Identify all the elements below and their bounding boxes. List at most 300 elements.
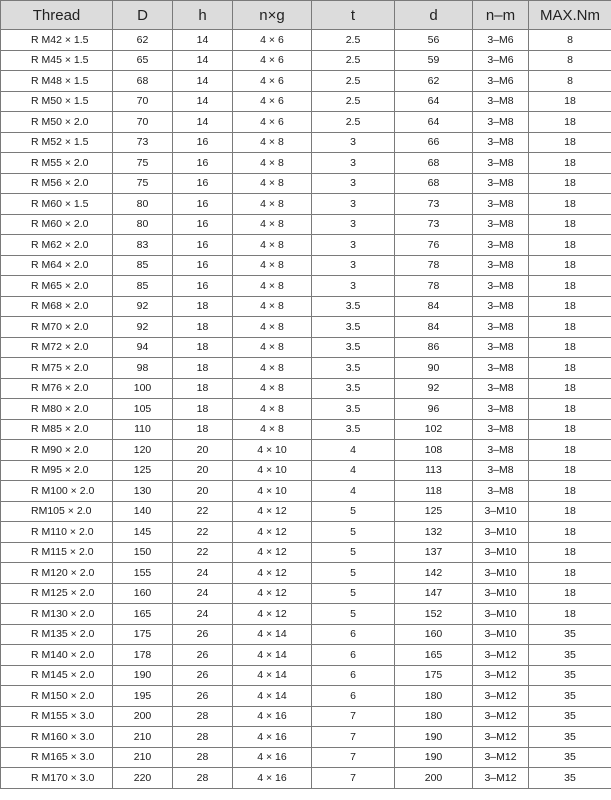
cell-n-m: 3–M10 [473,501,529,522]
table-row [1,91,611,112]
cell-nxg: 4 × 16 [233,706,312,727]
cell-t: 5 [312,501,395,522]
cell-d-inner: 137 [395,542,473,563]
cell-thread: R M165 × 3.0 [1,747,113,768]
cell-d-outer: 210 [113,747,173,768]
cell-h: 14 [173,30,233,51]
table-row [1,296,611,317]
cell-t: 3 [312,132,395,153]
cell-max-nm: 18 [529,132,611,153]
cell-n-m: 3–M12 [473,665,529,686]
cell-n-m: 3–M10 [473,563,529,584]
cell-d-outer: 65 [113,50,173,71]
cell-thread: R M55 × 2.0 [1,153,113,174]
cell-h: 14 [173,71,233,92]
cell-t: 3.5 [312,399,395,420]
table-row [1,255,611,276]
cell-d-outer: 100 [113,378,173,399]
table-row [1,50,611,71]
cell-h: 18 [173,358,233,379]
cell-thread: R M50 × 2.0 [1,112,113,133]
cell-max-nm: 18 [529,255,611,276]
cell-d-inner: 113 [395,460,473,481]
cell-max-nm: 35 [529,624,611,645]
cell-d-outer: 130 [113,481,173,502]
cell-nxg: 4 × 12 [233,501,312,522]
cell-n-m: 3–M6 [473,30,529,51]
cell-thread: R M76 × 2.0 [1,378,113,399]
cell-nxg: 4 × 6 [233,71,312,92]
cell-thread: R M52 × 1.5 [1,132,113,153]
cell-d-outer: 83 [113,235,173,256]
cell-h: 24 [173,563,233,584]
cell-d-inner: 96 [395,399,473,420]
cell-max-nm: 18 [529,542,611,563]
cell-thread: R M60 × 1.5 [1,194,113,215]
table-row [1,153,611,174]
cell-h: 16 [173,153,233,174]
header-h: h [173,1,233,30]
cell-t: 7 [312,768,395,789]
cell-t: 3 [312,194,395,215]
cell-max-nm: 18 [529,399,611,420]
cell-d-outer: 73 [113,132,173,153]
cell-max-nm: 18 [529,419,611,440]
cell-d-outer: 195 [113,686,173,707]
cell-t: 2.5 [312,112,395,133]
cell-thread: R M80 × 2.0 [1,399,113,420]
cell-d-inner: 64 [395,112,473,133]
cell-d-inner: 200 [395,768,473,789]
cell-t: 4 [312,460,395,481]
cell-d-inner: 68 [395,173,473,194]
cell-d-inner: 78 [395,276,473,297]
cell-d-inner: 165 [395,645,473,666]
cell-max-nm: 18 [529,522,611,543]
cell-nxg: 4 × 16 [233,768,312,789]
table-body [1,30,611,789]
cell-d-inner: 108 [395,440,473,461]
cell-thread: R M72 × 2.0 [1,337,113,358]
cell-t: 3.5 [312,358,395,379]
cell-d-inner: 180 [395,686,473,707]
table-row [1,727,611,748]
cell-max-nm: 18 [529,235,611,256]
cell-nxg: 4 × 8 [233,399,312,420]
cell-d-inner: 180 [395,706,473,727]
cell-d-inner: 160 [395,624,473,645]
cell-max-nm: 18 [529,583,611,604]
cell-n-m: 3–M12 [473,768,529,789]
header-t: t [312,1,395,30]
cell-h: 26 [173,645,233,666]
cell-t: 3.5 [312,419,395,440]
table-row [1,358,611,379]
cell-thread: R M45 × 1.5 [1,50,113,71]
table-row [1,440,611,461]
cell-n-m: 3–M8 [473,378,529,399]
cell-d-inner: 84 [395,296,473,317]
cell-n-m: 3–M8 [473,419,529,440]
cell-t: 6 [312,624,395,645]
cell-nxg: 4 × 8 [233,358,312,379]
cell-d-inner: 78 [395,255,473,276]
table-row [1,583,611,604]
cell-d-outer: 178 [113,645,173,666]
cell-n-m: 3–M8 [473,255,529,276]
cell-t: 3 [312,153,395,174]
table-row [1,235,611,256]
table-row [1,768,611,789]
cell-d-outer: 70 [113,91,173,112]
cell-d-inner: 56 [395,30,473,51]
table-row [1,460,611,481]
cell-max-nm: 18 [529,501,611,522]
table-row [1,71,611,92]
cell-nxg: 4 × 8 [233,296,312,317]
cell-thread: R M100 × 2.0 [1,481,113,502]
cell-t: 3 [312,276,395,297]
cell-nxg: 4 × 12 [233,583,312,604]
cell-t: 2.5 [312,91,395,112]
table-row [1,194,611,215]
cell-n-m: 3–M8 [473,337,529,358]
cell-n-m: 3–M8 [473,440,529,461]
cell-thread: R M125 × 2.0 [1,583,113,604]
cell-h: 18 [173,419,233,440]
cell-max-nm: 18 [529,317,611,338]
cell-thread: R M50 × 1.5 [1,91,113,112]
cell-max-nm: 35 [529,727,611,748]
cell-h: 16 [173,173,233,194]
header-max-nm: MAX.Nm [529,1,611,30]
table-row [1,624,611,645]
cell-nxg: 4 × 8 [233,255,312,276]
cell-d-outer: 190 [113,665,173,686]
cell-d-outer: 125 [113,460,173,481]
cell-max-nm: 18 [529,112,611,133]
cell-t: 5 [312,542,395,563]
table-row [1,30,611,51]
cell-thread: R M110 × 2.0 [1,522,113,543]
cell-t: 3.5 [312,317,395,338]
cell-thread: R M120 × 2.0 [1,563,113,584]
cell-thread: R M85 × 2.0 [1,419,113,440]
cell-max-nm: 35 [529,747,611,768]
header-n-m: n–m [473,1,529,30]
cell-h: 26 [173,624,233,645]
cell-n-m: 3–M6 [473,71,529,92]
cell-max-nm: 35 [529,768,611,789]
cell-h: 20 [173,440,233,461]
cell-t: 5 [312,583,395,604]
cell-n-m: 3–M8 [473,91,529,112]
cell-nxg: 4 × 12 [233,563,312,584]
cell-t: 6 [312,645,395,666]
cell-n-m: 3–M8 [473,317,529,338]
cell-d-outer: 145 [113,522,173,543]
cell-d-inner: 142 [395,563,473,584]
cell-h: 26 [173,686,233,707]
cell-h: 28 [173,727,233,748]
cell-d-inner: 68 [395,153,473,174]
cell-d-outer: 92 [113,296,173,317]
table-row [1,112,611,133]
cell-nxg: 4 × 8 [233,419,312,440]
cell-t: 2.5 [312,71,395,92]
cell-thread: R M90 × 2.0 [1,440,113,461]
cell-d-outer: 70 [113,112,173,133]
cell-d-outer: 120 [113,440,173,461]
cell-nxg: 4 × 14 [233,624,312,645]
cell-h: 18 [173,337,233,358]
cell-d-outer: 98 [113,358,173,379]
cell-nxg: 4 × 12 [233,542,312,563]
cell-d-outer: 75 [113,153,173,174]
cell-d-outer: 94 [113,337,173,358]
table-row [1,542,611,563]
cell-h: 18 [173,378,233,399]
cell-h: 14 [173,91,233,112]
cell-d-inner: 73 [395,214,473,235]
header-nxg: n×g [233,1,312,30]
cell-t: 3.5 [312,337,395,358]
table-row [1,665,611,686]
cell-thread: R M70 × 2.0 [1,317,113,338]
cell-d-inner: 59 [395,50,473,71]
cell-t: 7 [312,706,395,727]
cell-n-m: 3–M8 [473,399,529,420]
cell-t: 4 [312,481,395,502]
table-row [1,276,611,297]
cell-h: 20 [173,460,233,481]
table-row [1,686,611,707]
cell-t: 2.5 [312,30,395,51]
table-row [1,706,611,727]
table-row [1,317,611,338]
cell-t: 5 [312,563,395,584]
cell-max-nm: 18 [529,173,611,194]
cell-t: 5 [312,604,395,625]
cell-max-nm: 18 [529,358,611,379]
cell-n-m: 3–M8 [473,173,529,194]
cell-n-m: 3–M8 [473,460,529,481]
header-d-outer: D [113,1,173,30]
cell-nxg: 4 × 6 [233,50,312,71]
cell-d-outer: 80 [113,194,173,215]
cell-h: 28 [173,768,233,789]
cell-h: 22 [173,501,233,522]
cell-nxg: 4 × 16 [233,727,312,748]
cell-d-outer: 210 [113,727,173,748]
table-row [1,501,611,522]
cell-n-m: 3–M10 [473,542,529,563]
cell-thread: R M56 × 2.0 [1,173,113,194]
cell-n-m: 3–M8 [473,296,529,317]
cell-h: 28 [173,747,233,768]
cell-h: 18 [173,296,233,317]
table-row [1,563,611,584]
cell-d-inner: 152 [395,604,473,625]
cell-nxg: 4 × 14 [233,645,312,666]
cell-d-inner: 66 [395,132,473,153]
cell-d-outer: 110 [113,419,173,440]
cell-h: 16 [173,132,233,153]
cell-t: 3 [312,214,395,235]
cell-t: 2.5 [312,50,395,71]
cell-d-inner: 190 [395,727,473,748]
cell-n-m: 3–M8 [473,132,529,153]
cell-max-nm: 8 [529,71,611,92]
cell-n-m: 3–M10 [473,624,529,645]
cell-nxg: 4 × 12 [233,604,312,625]
cell-d-inner: 102 [395,419,473,440]
cell-nxg: 4 × 8 [233,235,312,256]
cell-max-nm: 18 [529,276,611,297]
cell-d-inner: 118 [395,481,473,502]
header-d-inner: d [395,1,473,30]
cell-thread: R M155 × 3.0 [1,706,113,727]
cell-thread: R M115 × 2.0 [1,542,113,563]
cell-h: 16 [173,214,233,235]
cell-t: 3 [312,173,395,194]
cell-thread: R M48 × 1.5 [1,71,113,92]
cell-max-nm: 18 [529,153,611,174]
cell-n-m: 3–M6 [473,50,529,71]
cell-nxg: 4 × 6 [233,112,312,133]
cell-d-outer: 140 [113,501,173,522]
cell-max-nm: 18 [529,563,611,584]
cell-n-m: 3–M8 [473,153,529,174]
cell-n-m: 3–M12 [473,747,529,768]
cell-h: 22 [173,542,233,563]
table-row [1,337,611,358]
cell-d-inner: 76 [395,235,473,256]
cell-nxg: 4 × 8 [233,173,312,194]
cell-t: 6 [312,686,395,707]
cell-nxg: 4 × 14 [233,686,312,707]
cell-d-inner: 86 [395,337,473,358]
cell-thread: R M95 × 2.0 [1,460,113,481]
cell-d-outer: 92 [113,317,173,338]
cell-max-nm: 8 [529,50,611,71]
cell-thread: R M170 × 3.0 [1,768,113,789]
cell-n-m: 3–M10 [473,522,529,543]
cell-d-inner: 92 [395,378,473,399]
cell-d-inner: 125 [395,501,473,522]
cell-thread: R M75 × 2.0 [1,358,113,379]
cell-max-nm: 35 [529,686,611,707]
table-row [1,522,611,543]
cell-max-nm: 18 [529,460,611,481]
cell-thread: R M64 × 2.0 [1,255,113,276]
cell-d-outer: 165 [113,604,173,625]
cell-max-nm: 35 [529,645,611,666]
cell-nxg: 4 × 12 [233,522,312,543]
cell-nxg: 4 × 8 [233,276,312,297]
cell-n-m: 3–M8 [473,194,529,215]
cell-n-m: 3–M8 [473,276,529,297]
cell-n-m: 3–M12 [473,706,529,727]
table-row [1,604,611,625]
cell-t: 5 [312,522,395,543]
cell-nxg: 4 × 6 [233,30,312,51]
cell-n-m: 3–M12 [473,727,529,748]
cell-n-m: 3–M10 [473,583,529,604]
header-row [1,1,611,30]
cell-max-nm: 35 [529,665,611,686]
cell-max-nm: 18 [529,337,611,358]
cell-d-inner: 84 [395,317,473,338]
cell-h: 16 [173,235,233,256]
cell-max-nm: 18 [529,194,611,215]
cell-d-outer: 155 [113,563,173,584]
cell-nxg: 4 × 6 [233,91,312,112]
table-row [1,645,611,666]
cell-h: 14 [173,112,233,133]
cell-nxg: 4 × 8 [233,153,312,174]
cell-max-nm: 8 [529,30,611,51]
cell-d-outer: 175 [113,624,173,645]
cell-h: 18 [173,399,233,420]
cell-max-nm: 18 [529,481,611,502]
cell-nxg: 4 × 16 [233,747,312,768]
cell-thread: R M60 × 2.0 [1,214,113,235]
cell-d-inner: 90 [395,358,473,379]
cell-thread: R M130 × 2.0 [1,604,113,625]
cell-n-m: 3–M8 [473,481,529,502]
cell-n-m: 3–M8 [473,112,529,133]
cell-thread: R M68 × 2.0 [1,296,113,317]
cell-d-inner: 73 [395,194,473,215]
cell-d-outer: 85 [113,255,173,276]
cell-d-inner: 190 [395,747,473,768]
cell-nxg: 4 × 14 [233,665,312,686]
cell-thread: RM105 × 2.0 [1,501,113,522]
cell-d-outer: 105 [113,399,173,420]
cell-n-m: 3–M12 [473,686,529,707]
cell-t: 3.5 [312,296,395,317]
cell-d-inner: 175 [395,665,473,686]
cell-thread: R M145 × 2.0 [1,665,113,686]
cell-d-inner: 132 [395,522,473,543]
cell-d-outer: 150 [113,542,173,563]
cell-d-outer: 85 [113,276,173,297]
cell-h: 16 [173,194,233,215]
cell-thread: R M160 × 3.0 [1,727,113,748]
cell-t: 6 [312,665,395,686]
cell-thread: R M65 × 2.0 [1,276,113,297]
cell-max-nm: 18 [529,91,611,112]
cell-h: 24 [173,583,233,604]
cell-h: 14 [173,50,233,71]
cell-h: 16 [173,276,233,297]
cell-thread: R M140 × 2.0 [1,645,113,666]
cell-max-nm: 18 [529,214,611,235]
cell-d-outer: 68 [113,71,173,92]
cell-h: 24 [173,604,233,625]
cell-h: 22 [173,522,233,543]
header-thread: Thread [1,1,113,30]
cell-n-m: 3–M8 [473,214,529,235]
cell-max-nm: 18 [529,296,611,317]
cell-h: 18 [173,317,233,338]
cell-nxg: 4 × 8 [233,194,312,215]
cell-max-nm: 18 [529,604,611,625]
cell-t: 7 [312,727,395,748]
table-row [1,481,611,502]
cell-d-outer: 200 [113,706,173,727]
